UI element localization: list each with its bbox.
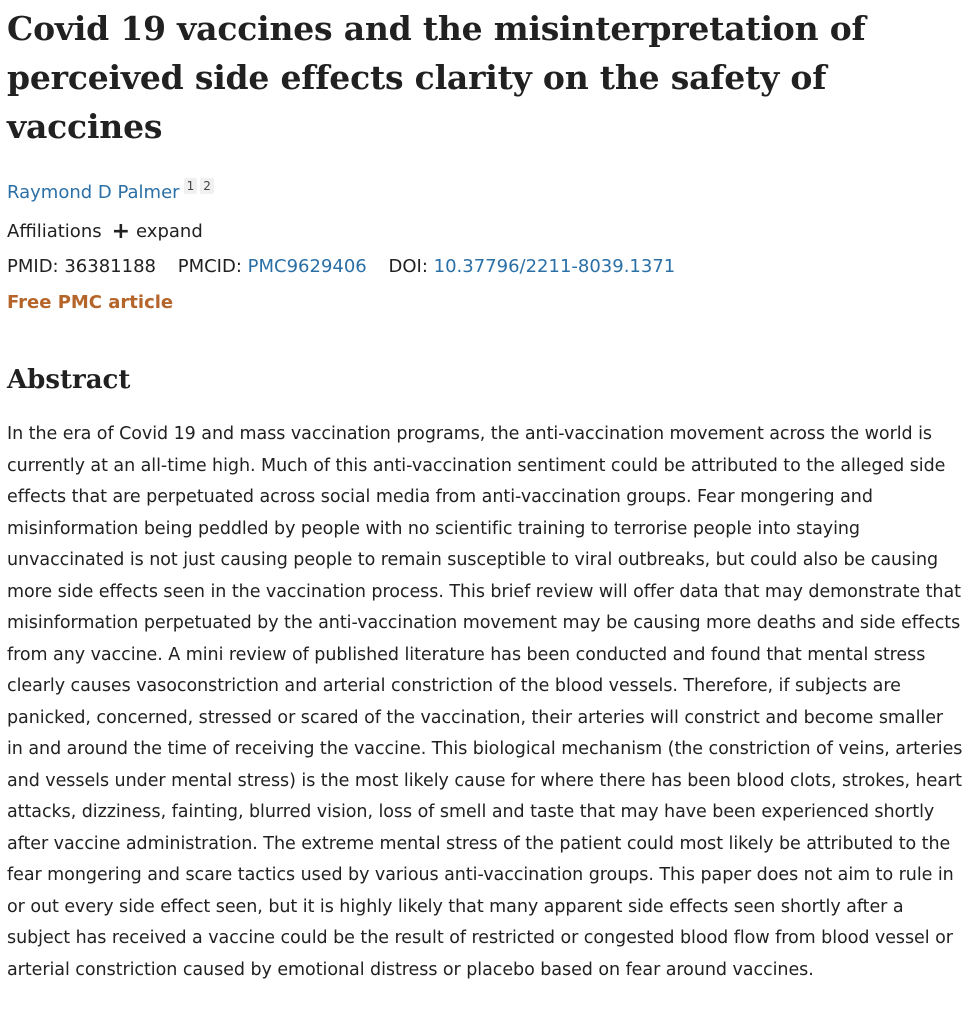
expand-affiliations-button[interactable]	[112, 219, 203, 245]
pmcid-link[interactable]: PMC9629406	[247, 256, 367, 277]
affiliations-label: Affiliations	[7, 221, 102, 242]
pmid-label: PMID:	[7, 256, 59, 277]
free-pmc-badge: Free PMC article	[7, 292, 174, 313]
doi-label: DOI:	[388, 256, 428, 277]
abstract-text: In the era of Covid 19 and mass vaccination programs, the anti-vaccination movement across the world is currently at an all-time high. Much of this anti-vaccination sentiment could be attributed to the alleged side effects that are perpetuated across social media from anti-vaccination groups. Fear mongering and misinformation being peddled by people with no scientific training to terrorise people into staying unvaccinated is not just causing people to remain susceptible to viral outbreaks, but could also be causing more side effects seen in the vaccination process. This brief review will offer data that may demonstrate that misinformation perpetuated by the anti-vaccination movement may be causing more deaths and side effects from any vaccine. A mini review of published literature has been conducted and found that mental stress clearly causes vasoconstriction and arterial constriction of the blood vessels. Therefore, if subjects are panicked, concerned, stressed or scared of the vaccination, their arteries will constrict and become smaller in and around the time of receiving the vaccine. This biological mechanism (the constriction of veins, arteries and vessels under mental stress) is the most likely cause for where there has been blood clots, strokes, heart attacks, dizziness, fainting, blurred vision, loss of smell and taste that may have been experienced shortly after vaccine administration. The extreme mental stress of the patient could most likely be attributed to the fear mongering and scare tactics used by various anti-vaccination groups. This paper does not aim to rule in or out every side effect seen, but it is highly likely that many apparent side effects seen shortly after a subject has received a vaccine could be the result of restricted or congested blood flow from blood vessel or arterial constriction caused by emotional distress or placebo based on fear around vaccines.	[7, 424, 963, 980]
authors-list	[7, 179, 963, 207]
pmcid-label: PMCID:	[177, 256, 242, 277]
article-title: Covid 19 vaccines and the misinterpretation of perceived side effects clarity on the safety of vaccines	[7, 9, 866, 146]
abstract-heading: Abstract	[7, 365, 131, 395]
author-link[interactable]: Raymond D Palmer	[7, 182, 180, 203]
article-ids	[7, 254, 963, 280]
doi-link[interactable]: 10.37796/2211-8039.1371	[433, 256, 676, 277]
article-page	[7, 0, 963, 986]
affiliation-ref-2[interactable]: 2	[200, 178, 214, 194]
pmid-value: 36381188	[64, 256, 156, 277]
affiliations-row	[7, 219, 963, 245]
plus-icon: +	[111, 219, 131, 244]
affiliation-ref-1[interactable]: 1	[184, 178, 198, 194]
expand-label: expand	[136, 221, 203, 242]
